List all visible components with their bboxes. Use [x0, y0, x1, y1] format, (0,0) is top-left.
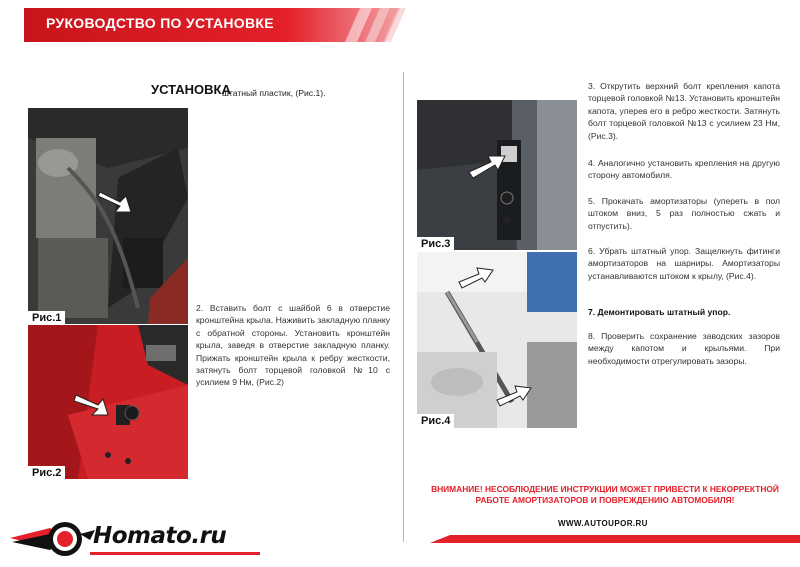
step6-text: 6. Убрать штатный упор. Защелкнуть фитинги амортизаторов на шарниры. Амортизаторы устанавливаются штоком к крылу, (Рис.4).	[588, 246, 780, 281]
figure-3-caption: Рис.3	[417, 237, 454, 251]
step7-text	[588, 306, 780, 318]
step8-text: 8. Проверить сохранение заводских зазоров между капотом и крыльями. При необходимости отрегулировать зазоры.	[588, 331, 780, 366]
figure-4-photo	[417, 252, 577, 428]
banner-title: РУКОВОДСТВО ПО УСТАНОВКЕ	[46, 15, 274, 31]
step1-text: штатный пластик, (Рис.1).	[222, 88, 326, 98]
figure-1-caption: Рис.1	[28, 311, 65, 325]
figure-2-photo	[28, 325, 188, 479]
step5-text: 5. Прокачать амортизаторы (упереть в пол штоком вниз, 5 раз полностью сжать и отпустить).	[588, 196, 780, 231]
step7-label: 7. Демонтировать штатный упор.	[588, 307, 731, 317]
step3-text: 3. Открутить верхний болт крепления капота торцевой головкой №13. Установить кронштейн капота, уперев его в ребро жесткости. Затянуть болт торцевой головкой №13 с усилием 23 Нм, (Рис.3).	[588, 81, 780, 141]
figure-4-caption: Рис.4	[417, 414, 454, 428]
section-title: УСТАНОВКА	[151, 82, 231, 97]
column-divider	[403, 72, 404, 542]
step4-text: 4. Аналогично установить крепления на другую сторону автомобиля.	[588, 158, 780, 181]
figure-3-photo	[417, 100, 577, 250]
warning-notice: ВНИМАНИЕ! НЕСОБЛЮДЕНИЕ ИНСТРУКЦИИ МОЖЕТ ПРИВЕСТИ К НЕКОРРЕКТНОЙ РАБОТЕ АМОРТИЗАТОРОВ И ПОВРЕЖДЕНИЮ АВТОМОБИЛЯ!	[431, 484, 779, 505]
website-link[interactable]: WWW.AUTOUPOR.RU	[558, 519, 648, 528]
figure-2-caption: Рис.2	[28, 466, 65, 480]
footer-stripe	[430, 530, 800, 538]
step2-text: 2. Вставить болт с шайбой 6 в отверстие кронштейна крыла. Наживить закладную планку с обратной стороны. Установить кронштейн крыла, заведя в отверстие закладную планку. Прижать кронштейн крыла к ребру жесткости, затянуть болт торцевой головкой №10 с усилием 9 Нм, (Рис.2)	[196, 303, 390, 388]
figure-1-photo	[28, 108, 188, 324]
logo-wordmark: Homato.ru	[93, 523, 227, 549]
